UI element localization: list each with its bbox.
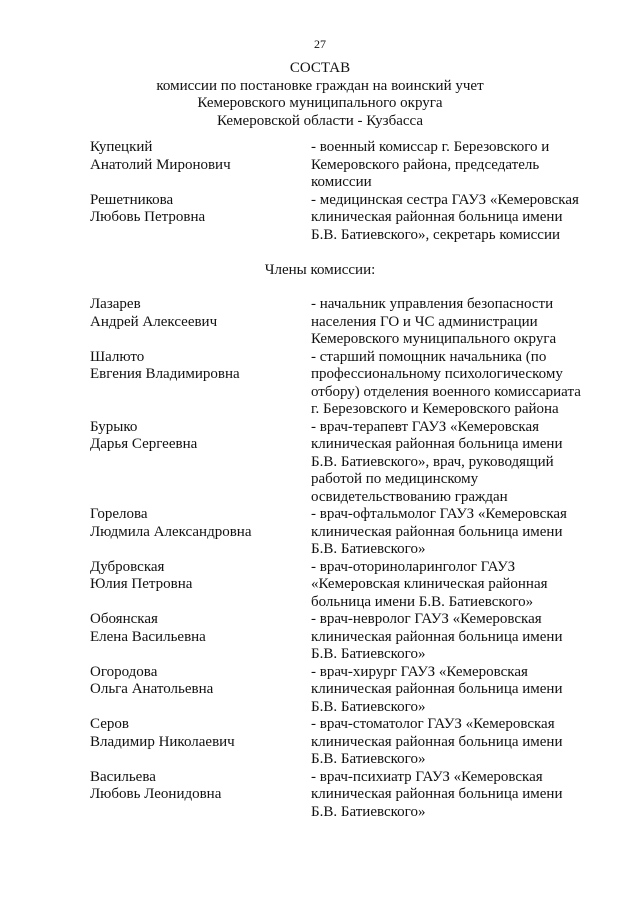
person-name-line: Андрей Алексеевич xyxy=(90,313,218,330)
person-name-line: Шалюто xyxy=(90,348,145,365)
person-role-line: - начальник управления безопасности xyxy=(311,296,554,312)
person-name xyxy=(90,559,300,594)
person-name xyxy=(90,611,300,646)
person-name xyxy=(90,716,300,751)
title-line: Кемеровской области - Кузбасса xyxy=(216,112,424,129)
person-role xyxy=(311,296,601,349)
person-role-line: Б.В. Батиевского», секретарь комиссии xyxy=(311,226,561,243)
person-name-line: Евгения Владимировна xyxy=(90,366,240,382)
person-name-line: Серов xyxy=(90,716,129,732)
person-role-line: Б.В. Батиевского» xyxy=(311,646,426,662)
person-role-line: г. Березовского и Кемеровского района xyxy=(311,401,559,417)
person-role xyxy=(311,506,601,559)
person-name-line: Огородова xyxy=(90,663,158,680)
person-role-line: освидетельствованию граждан xyxy=(311,488,508,505)
person-role-line: Б.В. Батиевского» xyxy=(311,803,426,820)
person-role xyxy=(311,419,601,507)
person-role-line: - врач-терапевт ГАУЗ «Кемеровская xyxy=(311,418,540,435)
person-name-line: Владимир Николаевич xyxy=(90,733,235,750)
person-role-line: - старший помощник начальника (по xyxy=(311,348,547,365)
person-name-line: Бурыко xyxy=(90,418,138,435)
person-name-line: Юлия Петровна xyxy=(90,576,193,592)
person-role-line: - военный комиссар г. Березовского и xyxy=(311,139,550,155)
person-name-line: Васильева xyxy=(90,768,156,785)
person-role-line: комиссии xyxy=(311,174,372,190)
person-role-line: «Кемеровская клиническая районная xyxy=(311,576,548,592)
person-role-line: клиническая районная больница имени xyxy=(311,628,563,645)
person-role-line: - врач-стоматолог ГАУЗ «Кемеровская xyxy=(311,716,555,732)
person-role-line: - врач-хирург ГАУЗ «Кемеровская xyxy=(311,663,528,680)
person-role-line: - медицинская сестра ГАУЗ «Кемеровская xyxy=(311,191,579,208)
person-role-line: Б.В. Батиевского» xyxy=(311,541,426,557)
person-name xyxy=(90,419,300,454)
members-heading: Члены комиссии: xyxy=(264,262,376,278)
person-name-line: Лазарев xyxy=(90,296,141,312)
person-name xyxy=(90,664,300,699)
person-role-line: отбору) отделения военного комиссариата xyxy=(311,383,581,400)
person-role-line: клиническая районная больница имени xyxy=(311,733,563,750)
person-role xyxy=(311,139,601,192)
person-role-line: населения ГО и ЧС администрации xyxy=(311,313,538,330)
person-role xyxy=(311,192,601,245)
person-role-line: работой по медицинскому xyxy=(311,471,479,487)
person-role xyxy=(311,349,601,419)
person-name xyxy=(90,192,300,227)
title-line: Кемеровского муниципального округа xyxy=(197,95,443,111)
person-name xyxy=(90,349,300,384)
person-name-line: Людмила Александровна xyxy=(90,523,252,540)
person-name xyxy=(90,139,300,174)
document-title xyxy=(0,60,640,130)
person-role-line: - врач-оториноларинголог ГАУЗ xyxy=(311,558,516,575)
person-name xyxy=(90,769,300,804)
person-role-line: - врач-психиатр ГАУЗ «Кемеровская xyxy=(311,768,543,785)
person-role-line: клиническая районная больница имени xyxy=(311,436,563,452)
person-role xyxy=(311,664,601,717)
person-role xyxy=(311,769,601,822)
person-name-line: Горелова xyxy=(90,506,148,522)
title-line: СОСТАВ xyxy=(289,60,351,76)
person-name xyxy=(90,296,300,331)
person-name-line: Любовь Леонидовна xyxy=(90,786,222,802)
person-name-line: Любовь Петровна xyxy=(90,209,206,225)
person-role xyxy=(311,716,601,769)
person-name-line: Ольга Анатольевна xyxy=(90,681,214,697)
person-role xyxy=(311,611,601,664)
title-line: комиссии по постановке граждан на воинский учет xyxy=(156,77,484,94)
person-role-line: Кемеровского района, председатель xyxy=(311,156,540,173)
person-role-line: Б.В. Батиевского» xyxy=(311,698,426,715)
person-role-line: Кемеровского муниципального округа xyxy=(311,331,557,347)
person-role xyxy=(311,559,601,612)
person-role-line: профессиональному психологическому xyxy=(311,366,563,382)
person-name xyxy=(90,506,300,541)
person-role-line: клиническая районная больница имени xyxy=(311,786,563,802)
person-name-line: Купецкий xyxy=(90,139,153,155)
person-name-line: Дарья Сергеевна xyxy=(90,436,198,452)
person-role-line: - врач-невролог ГАУЗ «Кемеровская xyxy=(311,611,542,627)
person-role-line: больница имени Б.В. Батиевского» xyxy=(311,593,534,610)
person-role-line: клиническая районная больница имени xyxy=(311,209,563,225)
person-name-line: Анатолий Миронович xyxy=(90,156,231,173)
person-role-line: Б.В. Батиевского», врач, руководящий xyxy=(311,453,554,470)
person-role-line: Б.В. Батиевского» xyxy=(311,751,426,767)
person-name-line: Решетникова xyxy=(90,191,174,208)
person-role-line: клиническая районная больница имени xyxy=(311,523,563,540)
page-number: 27 xyxy=(314,37,326,51)
person-name-line: Елена Васильевна xyxy=(90,628,206,645)
person-role-line: клиническая районная больница имени xyxy=(311,681,563,697)
person-role-line: - врач-офтальмолог ГАУЗ «Кемеровская xyxy=(311,506,567,522)
person-name-line: Дубровская xyxy=(90,558,165,575)
person-name-line: Обоянская xyxy=(90,611,158,627)
